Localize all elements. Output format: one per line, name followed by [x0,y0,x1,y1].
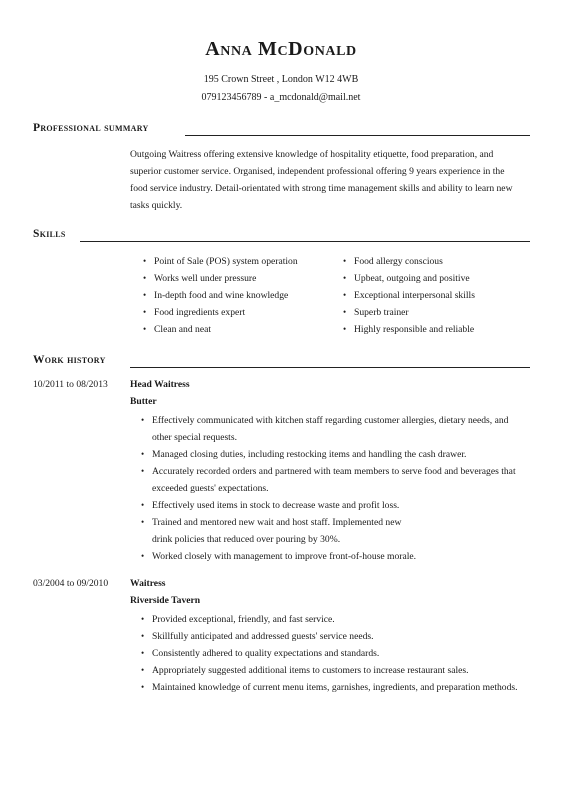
duty-item: • Skillfully anticipated and addressed guests' service needs. [141,628,526,645]
duty-item: • Worked closely with management to improve front-of-house morale. [141,548,526,565]
skills-list-left [143,253,298,338]
job-duties-list [141,611,526,696]
duty-item: • Managed closing duties, including restocking items and handling the cash drawer. [141,446,526,463]
skill-item: • Works well under pressure [143,270,298,287]
section-rule-work [130,367,530,368]
duty-item: • Effectively communicated with kitchen staff regarding customer allergies, dietary needs, and other special requests. [141,412,526,446]
skill-item: • Highly responsible and reliable [343,321,475,338]
skill-item: • Food allergy conscious [343,253,475,270]
job-duties-list [141,412,526,565]
duty-item: • Effectively used items in stock to decrease waste and profit loss. [141,497,526,514]
section-rule-summary [185,135,530,136]
section-heading-skills: Skills [33,228,66,240]
job-employer: Butter [130,396,157,407]
skill-item: • Exceptional interpersonal skills [343,287,475,304]
address: 195 Crown Street , London W12 4WB [203,74,359,85]
section-heading-work: Work history [33,354,106,366]
duty-item: • Consistently adhered to quality expectations and standards. [141,645,526,662]
summary-text: Outgoing Waitress offering extensive knowledge of hospitality etiquette, food preparation, and superior customer service. Organised, independent professional offering 9 years experience in the food service industry. Detail-orientated with strong time management skills and ability to learn new tasks quickly. [130,149,513,211]
skill-item: • In-depth food and wine knowledge [143,287,298,304]
job-dates: 10/2011 to 08/2013 [33,379,108,390]
job-dates: 03/2004 to 09/2010 [33,578,109,589]
duty-item: • Accurately recorded orders and partnered with team members to serve food and beverages that exceeded guests' expectations. [141,463,526,497]
section-heading-summary: Professional summary [33,122,149,134]
skill-item: • Food ingredients expert [143,304,298,321]
skill-item: • Upbeat, outgoing and positive [343,270,475,287]
job-employer: Riverside Tavern [130,595,201,606]
section-rule-skills [80,241,530,242]
skills-list-right [343,253,475,338]
phone-email: 079123456789 - a_mcdonald@mail.net [201,92,361,103]
duty-item: • Maintained knowledge of current menu items, garnishes, ingredients, and preparation methods. [141,679,526,696]
duty-item: • Appropriately suggested additional items to customers to increase restaurant sales. [141,662,526,679]
job-title: Head Waitress [130,379,190,390]
skill-item: • Superb trainer [343,304,475,321]
skill-item: • Clean and neat [143,321,298,338]
duty-item: • Provided exceptional, friendly, and fast service. [141,611,526,628]
duty-item: • Trained and mentored new wait and host staff. Implemented new drink policies that reduced over pouring by 30%. [141,514,526,548]
job-title: Waitress [130,578,166,589]
candidate-name: Anna McDonald [205,38,357,60]
skill-item: • Point of Sale (POS) system operation [143,253,298,270]
